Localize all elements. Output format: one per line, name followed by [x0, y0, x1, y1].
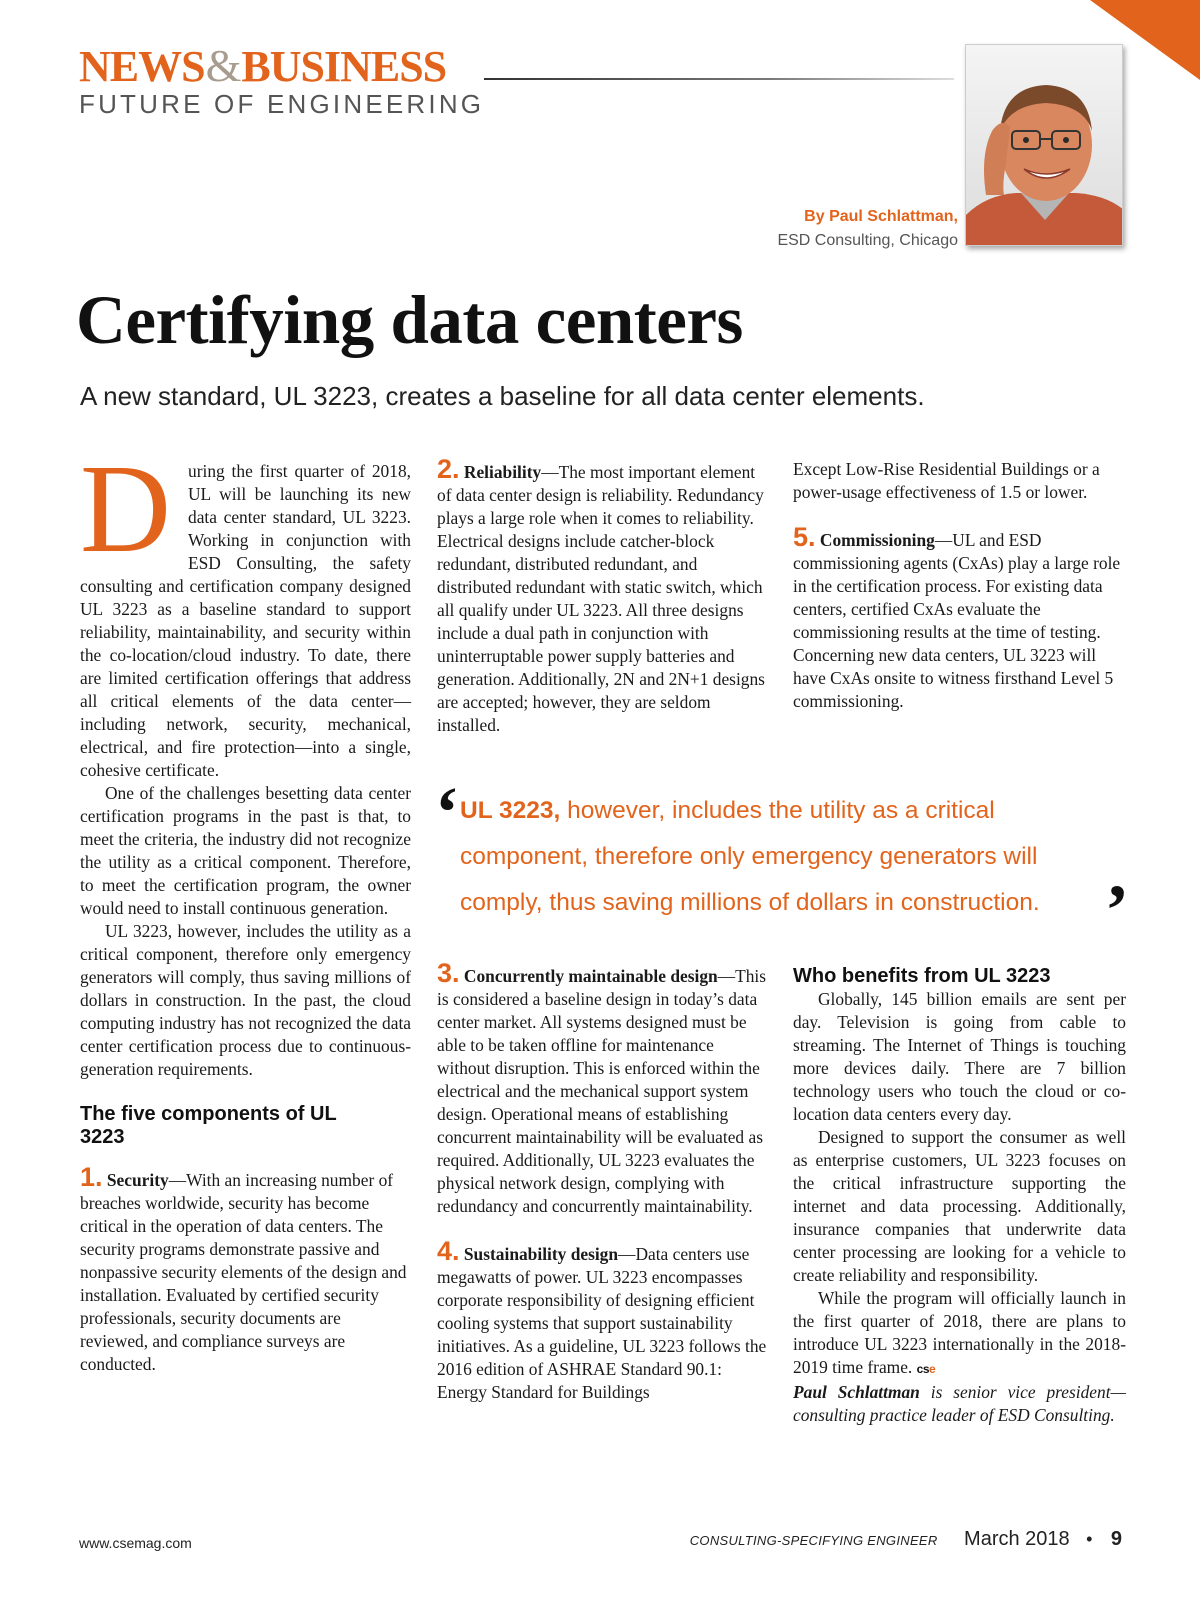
continued-text: Except Low-Rise Residential Buildings or a power-usage effectiveness of 1.5 or lower. — [793, 459, 1100, 502]
item-lead: Reliability — [463, 462, 542, 482]
item-number: 1. — [80, 1162, 103, 1192]
column-3 — [793, 458, 1126, 713]
item-concurrently-maintainable — [437, 958, 768, 1218]
paragraph-globally: Globally, 145 billion emails are sent per day. Television is going from cable to streaming. The Internet of Things is touching more devices daily. There are 7 billion technology users who touch the cloud or co-location data centers every day. — [793, 989, 1126, 1124]
item-lead: Security — [106, 1170, 169, 1190]
quote-close-mark: ’ — [1105, 870, 1129, 950]
paragraph-challenges: One of the challenges besetting data center certification programs in the past is that, to meet the criteria, the industry did not recognize the utility as a critical component. Therefore, to meet the certification program, the owner would need to install continuous generation. — [80, 783, 411, 918]
article-deck: A new standard, UL 3223, creates a baseline for all data center elements. — [80, 381, 925, 411]
drop-cap: D — [80, 440, 171, 579]
author-photo — [965, 44, 1123, 246]
paragraph-launch-text: While the program will officially launch in the first quarter of 2018, there are plans to introduce UL 3223 internationally in the 2018-2019 time frame. — [793, 1288, 1126, 1377]
item-reliability — [437, 454, 768, 737]
item-number: 4. — [437, 1236, 460, 1266]
intro-text: uring the first quarter of 2018, UL will be launching its new data center standard, UL 3223. Working in conjunction with ESD Consulting, the safety consulting and certification company designed UL 3223 as a baseline standard to support reliability, maintainability, and security within the co-location/cloud industry. To date, there are limited certification offerings that address all critical elements of the data center—including network, security, mechanical, electrical, and fire protection—into a single, cohesive certificate. — [80, 461, 411, 780]
column-2 — [437, 454, 768, 737]
cse-end-mark-e: e — [929, 1362, 936, 1376]
byline-author: By Paul Schlattman, — [804, 208, 958, 225]
byline-affiliation: ESD Consulting, Chicago — [777, 232, 958, 249]
item-number: 2. — [437, 454, 460, 484]
quote-open-mark: ‘ — [435, 772, 459, 852]
column-2-lower — [437, 958, 768, 1404]
page-number: 9 — [1110, 1528, 1122, 1550]
section-title-business: BUSINESS — [241, 42, 447, 91]
pull-quote-line-2: component, therefore only emergency generators will — [460, 843, 1038, 870]
paragraph-designed: Designed to support the consumer as well as enterprise customers, UL 3223 focuses on the critical infrastructure supporting the internet and data processing. Additionally, insurance companies that underwrite data center processing are looking for a vehicle to create reliability and responsibility. — [793, 1127, 1126, 1285]
footer-separator: • — [1086, 1529, 1093, 1549]
column-3-lower — [793, 965, 1126, 1427]
article-headline: Certifying data centers — [76, 282, 743, 358]
item-security — [80, 1162, 411, 1376]
footer-publication: CONSULTING-SPECIFYING ENGINEER — [689, 1533, 938, 1548]
pull-quote-line-3: comply, thus saving millions of dollars in construction. — [460, 889, 1040, 916]
section-title-news: NEWS — [79, 42, 205, 91]
section-header — [79, 40, 485, 119]
paragraph-utility: UL 3223, however, includes the utility as a critical component, therefore only emergency generators will comply, thus saving millions of dollars in construction. In the past, the cloud computing industry has not recognized the data center certification process due to continuous-generation requirements. — [80, 921, 411, 1079]
cse-end-mark-cs: cs — [916, 1362, 929, 1376]
pull-quote — [435, 772, 1137, 950]
byline — [777, 205, 958, 253]
column-1 — [80, 440, 411, 1376]
item-lead: Concurrently maintainable design — [463, 966, 718, 986]
pull-quote-line-1: however, includes the utility as a critical — [560, 797, 995, 824]
item-text: —With an increasing number of breaches worldwide, security has become critical in the operation of data centers. The security programs demonstrate passive and nonpassive security elements of the design and installation. Evaluated by certified security professionals, security documents are reviewed, and compliance surveys are conducted. — [80, 1170, 407, 1374]
subhead-five-components: The five components of UL 3223 — [80, 1103, 337, 1148]
pull-quote-text — [437, 788, 1137, 926]
item-text: —Data centers use megawatts of power. UL 3223 encompasses corporate responsibility of designing efficient cooling systems that support sustainability initiatives. As a guideline, UL 3223 follows the 2016 edition of ASHRAE Standard 90.1: Energy Standard for Buildings — [437, 1244, 767, 1402]
pull-quote-line — [460, 788, 1137, 834]
item-lead: Commissioning — [819, 530, 935, 550]
intro-paragraph — [80, 440, 411, 782]
bio-text: is senior vice president—consulting practice leader of ESD Consulting. — [793, 1382, 1126, 1425]
bio-name: Paul Schlattman — [793, 1382, 920, 1402]
author-bio — [793, 1381, 1126, 1427]
item-text: —This is considered a baseline design in today’s data center market. All systems designed must be able to be taken offline for maintenance without disruption. This is enforced within the electrical and the mechanical support system design. Operational means of establishing concurrent maintainability will be evaluated as required. Additionally, UL 3223 evaluates the physical network design, complying with redundancy and concurrently maintainability. — [437, 966, 766, 1216]
item-text: —The most important element of data center design is reliability. Redundancy plays a large role when it comes to reliability. Electrical designs include catcher-block redundant, distributed redundant, and distributed redundant with static switch, which all qualify under UL 3223. All three designs include a dual path in conjunction with uninterruptable power supply batteries and generation. Additionally, 2N and 2N+1 designs are accepted; however, they are seldom installed. — [437, 462, 765, 735]
paragraph-launch — [793, 1287, 1126, 1381]
subhead-who-benefits: Who benefits from UL 3223 — [793, 965, 1051, 987]
footer-date: March 2018 — [964, 1528, 1070, 1550]
item-commissioning — [793, 522, 1126, 713]
item-number: 5. — [793, 522, 816, 552]
section-title-amp: & — [205, 40, 241, 91]
cse-end-mark — [917, 1362, 936, 1376]
item-number: 3. — [437, 958, 460, 988]
footer-url[interactable]: www.csemag.com — [79, 1535, 192, 1551]
pull-quote-lead: UL 3223, — [460, 797, 561, 824]
item-text: —UL and ESD commissioning agents (CxAs) play a large role in the certification process. For existing data centers, certified CxAs evaluate the commissioning results at the time of testing. Concerning new data centers, UL 3223 will have CxAs onsite to witness firsthand Level 5 commissioning. — [793, 530, 1121, 711]
section-rule — [484, 78, 954, 80]
section-title — [79, 40, 484, 91]
item-sustainability — [437, 1236, 768, 1404]
section-subtitle: FUTURE OF ENGINEERING — [79, 89, 485, 119]
footer-folio — [690, 1528, 1122, 1551]
item-lead: Sustainability design — [463, 1244, 619, 1264]
